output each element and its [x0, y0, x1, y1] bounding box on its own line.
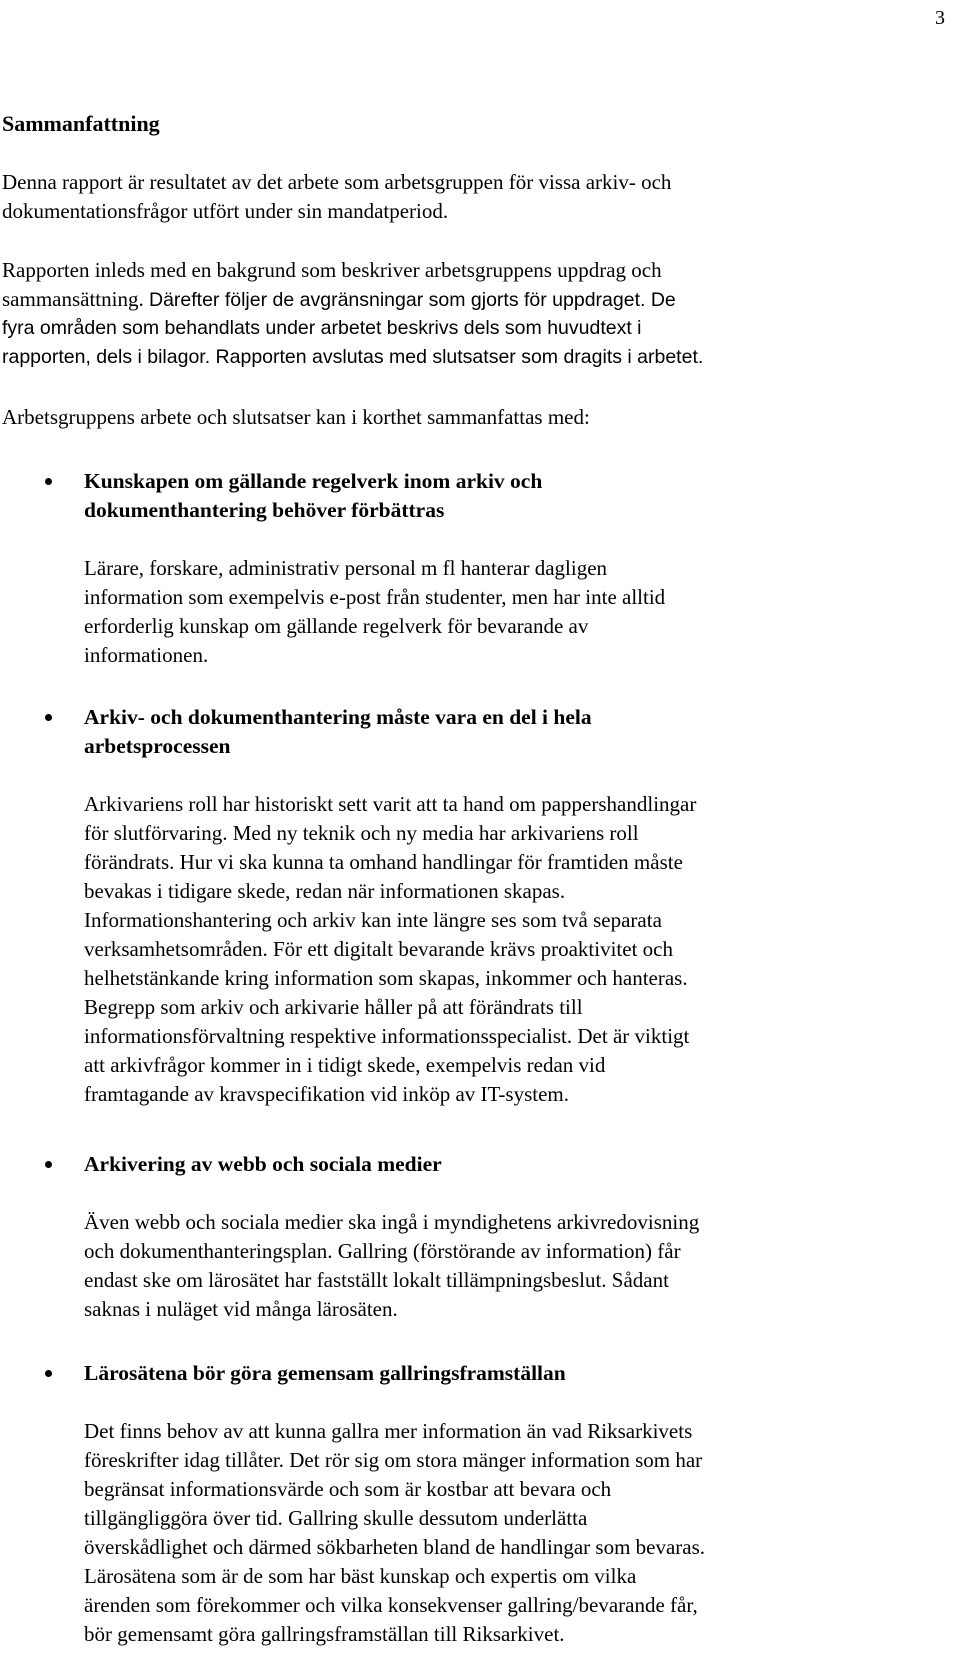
body-line: Lärosätena som är de som har bäst kunskap och expertis om vilka [84, 1564, 637, 1588]
bullet-body [84, 1208, 934, 1324]
text-line-sans: fyra områden som behandlats under arbetet beskrivs dels som huvudtext i [2, 317, 642, 339]
bullet-icon [45, 714, 52, 721]
bullet-icon [45, 1161, 52, 1168]
bullet-title [84, 1359, 904, 1388]
intro-paragraph-2 [2, 256, 902, 371]
body-line: Lärare, forskare, administrativ personal m fl hanterar dagligen [84, 556, 608, 580]
body-line: bör gemensamt göra gallringsframställan till Riksarkivet. [84, 1622, 565, 1646]
text-line: Rapporten inleds med en bakgrund som beskriver arbetsgruppens uppdrag och [2, 258, 662, 282]
body-line: informationsförvaltning respektive informationsspecialist. Det är viktigt [84, 1024, 690, 1048]
title-line: Lärosätena bör göra gemensam gallringsframställan [84, 1361, 566, 1385]
body-line: Informationshantering och arkiv kan inte längre ses som två separata [84, 908, 662, 932]
body-line: begränsat informationsvärde och som är kostbar att bevara och [84, 1477, 612, 1501]
intro-paragraph-1 [2, 168, 902, 225]
body-line: erforderlig kunskap om gällande regelverk för bevarande av [84, 614, 589, 638]
body-line: ärenden som förekommer och vilka konsekvenser gallring/bevarande får, [84, 1593, 698, 1617]
body-line: Det finns behov av att kunna gallra mer information än vad Riksarkivets [84, 1419, 693, 1443]
text-line: dokumentationsfrågor utfört under sin mandatperiod. [2, 198, 449, 223]
body-line: Även webb och sociala medier ska ingå i myndighetens arkivredovisning [84, 1210, 700, 1234]
body-line: för slutförvaring. Med ny teknik och ny media har arkivariens roll [84, 821, 639, 845]
body-line: att arkivfrågor kommer in i tidigt skede, exempelvis redan vid [84, 1053, 606, 1077]
bullet-body [84, 790, 934, 1109]
body-line: Arkivariens roll har historiskt sett varit att ta hand om pappershandlingar [84, 792, 697, 816]
bullet-title [84, 467, 904, 525]
intro-paragraph-3: Arbetsgruppens arbete och slutsatser kan i korthet sammanfattas med: [2, 405, 590, 429]
title-line: Kunskapen om gällande regelverk inom arkiv och [84, 469, 543, 493]
body-line: endast ske om lärosätet har fastställt lokalt tillämpningsbeslut. Sådant [84, 1268, 669, 1292]
body-line: föreskrifter idag tillåter. Det rör sig om stora mänger information som har [84, 1448, 703, 1472]
bullet-icon [45, 1370, 52, 1377]
bullet-title [84, 1150, 904, 1179]
title-line: dokumenthantering behöver förbättras [84, 498, 445, 522]
bullet-body [84, 554, 934, 670]
body-line: verksamhetsområden. För ett digitalt bevarande krävs proaktivitet och [84, 937, 673, 961]
text-line-sans: rapporten, dels i bilagor. Rapporten avslutas med slutsatser som dragits i arbetet. [2, 345, 704, 368]
bullet-icon [45, 478, 52, 485]
body-line: tillgängliggöra över tid. Gallring skulle dessutom underlätta [84, 1506, 588, 1530]
section-heading: Sammanfattning [2, 111, 160, 136]
body-line: överskådlighet och därmed sökbarheten bland de handlingar som bevaras. [84, 1535, 706, 1559]
text-run: sammansättning. [2, 286, 144, 311]
text-line: Denna rapport är resultatet av det arbete som arbetsgruppen för vissa arkiv- och [2, 170, 672, 194]
title-line: Arkivering av webb och sociala medier [84, 1152, 442, 1176]
body-line: och dokumenthanteringsplan. Gallring (förstörande av information) får [84, 1239, 681, 1263]
page-number: 3 [935, 7, 945, 29]
text-run-sans: Därefter följer de avgränsningar som gjorts för uppdraget. De [148, 288, 676, 311]
body-line: helhetstänkande kring information som skapas, inkommer och hanteras. [84, 966, 688, 990]
body-line: Begrepp som arkiv och arkivarie håller på att förändrats till [84, 995, 583, 1019]
body-line: saknas i nuläget vid många lärosäten. [84, 1297, 398, 1321]
body-line: framtagande av kravspecifikation vid inköp av IT-system. [84, 1082, 569, 1106]
text-line [2, 285, 902, 315]
bullet-body [84, 1417, 934, 1649]
body-line: informationen. [84, 643, 209, 667]
title-line: arbetsprocessen [84, 734, 231, 758]
bullet-title [84, 703, 904, 761]
body-line: förändrats. Hur vi ska kunna ta omhand handlingar för framtiden måste [84, 850, 683, 874]
body-line: bevakas i tidigare skede, redan när informationen skapas. [84, 879, 566, 903]
title-line: Arkiv- och dokumenthantering måste vara en del i hela [84, 705, 592, 729]
body-line: information som exempelvis e-post från studenter, men har inte alltid [84, 585, 666, 609]
